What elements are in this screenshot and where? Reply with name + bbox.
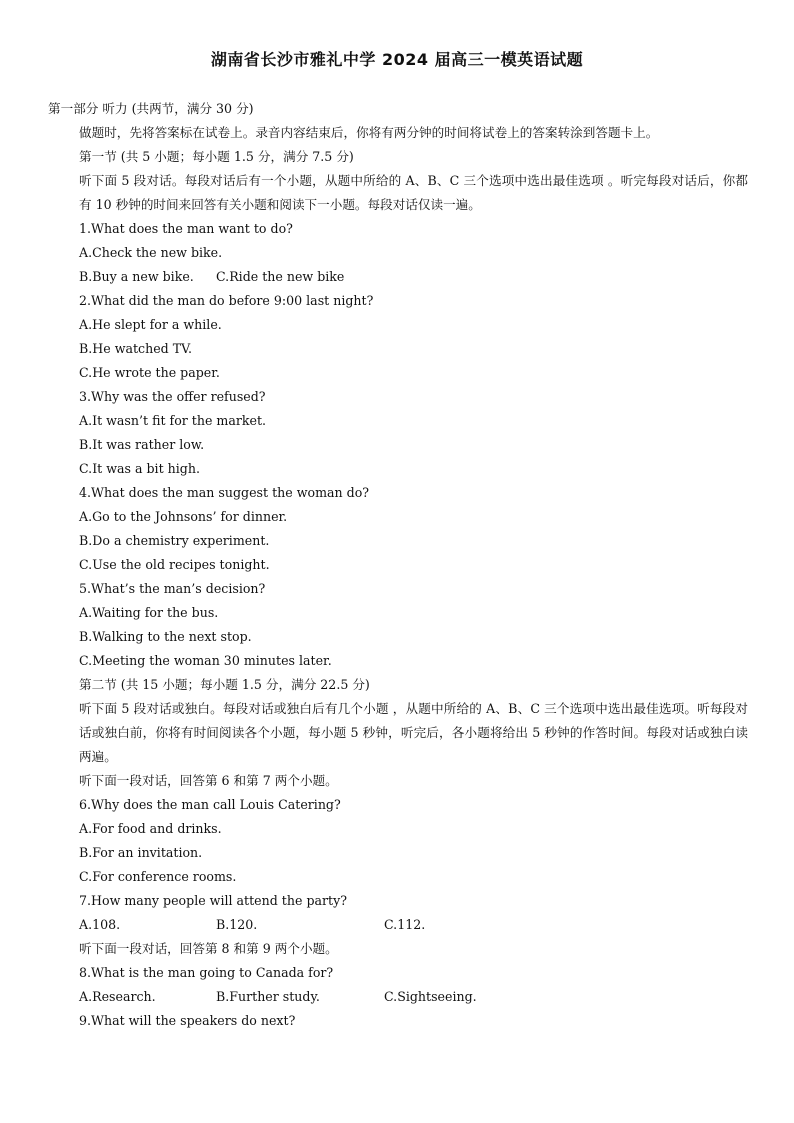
question-4-option-b: B.Do a chemistry experiment. (79, 533, 270, 548)
question-5-stem: 5.What’s the man’s decision? (79, 581, 266, 596)
question-3-option-a: A.It wasn’t fit for the market. (79, 413, 267, 428)
question-7-options (48, 913, 748, 937)
question-1-stem: 1.What does the man want to do? (79, 221, 293, 236)
question-1-option-c: C.Ride the new bike (216, 269, 345, 284)
question-4-option-c: C.Use the old recipes tonight. (79, 557, 270, 572)
question-2-stem: 2.What did the man do before 9:00 last night? (79, 293, 374, 308)
question-1-options-bc (48, 265, 748, 289)
question-4-stem: 4.What does the man suggest the woman do? (79, 485, 370, 500)
section1-heading: 第一节 (共 5 小题；每小题 1.5 分，满分 7.5 分) (79, 149, 354, 164)
question-1-option-a: A.Check the new bike. (79, 245, 223, 260)
question-8-options (48, 985, 748, 1009)
question-6-option-a: A.For food and drinks. (79, 821, 222, 836)
question-6-option-b: B.For an invitation. (79, 845, 203, 860)
section2-heading: 第二节 (共 15 小题；每小题 1.5 分，满分 22.5 分) (79, 677, 370, 692)
question-6-option-c: C.For conference rooms. (79, 869, 237, 884)
section2-instruction: 听下面 5 段对话或独白。每段对话或独白后有几个小题 ，从题中所给的 A、B、C 三个选项中选出最佳选项。听每段对话或独白前，你将有时间阅读各个小题，每小题 5 秒钟，听完后，各小题将给出 5 秒钟的作答时间。每段对话或独白读两遍。 (79, 701, 748, 764)
question-2-option-c: C.He wrote the paper. (79, 365, 220, 380)
question-3-option-b: B.It was rather low. (79, 437, 205, 452)
question-5-option-b: B.Walking to the next stop. (79, 629, 252, 644)
exam-body (48, 97, 748, 1033)
question-9-stem: 9.What will the speakers do next? (79, 1013, 296, 1028)
question-8-option-b: B.Further study. (216, 989, 320, 1004)
part1-instruction: 做题时，先将答案标在试卷上。录音内容结束后，你将有两分钟的时间将试卷上的答案转涂到答题卡上。 (79, 125, 659, 140)
exam-title: 湖南省长沙市雅礼中学 2024 届高三一模英语试题 (210, 50, 584, 69)
question-5-option-a: A.Waiting for the bus. (79, 605, 219, 620)
question-4-option-a: A.Go to the Johnsons’ for dinner. (79, 509, 288, 524)
section2-group2-intro: 听下面一段对话，回答第 8 和第 9 两个小题。 (79, 941, 338, 956)
question-7-stem: 7.How many people will attend the party? (79, 893, 347, 908)
part1-heading: 第一部分 听力 (共两节，满分 30 分) (48, 101, 254, 116)
question-2-option-a: A.He slept for a while. (79, 317, 222, 332)
question-7-option-c: C.112. (384, 917, 426, 932)
question-7-option-a: A.108. (79, 917, 121, 932)
question-1-option-b: B.Buy a new bike. (79, 269, 194, 284)
question-2-option-b: B.He watched TV. (79, 341, 193, 356)
question-8-stem: 8.What is the man going to Canada for? (79, 965, 334, 980)
question-5-option-c: C.Meeting the woman 30 minutes later. (79, 653, 332, 668)
question-3-stem: 3.Why was the offer refused? (79, 389, 266, 404)
question-8-option-a: A.Research. (79, 989, 156, 1004)
section2-group1-intro: 听下面一段对话，回答第 6 和第 7 两个小题。 (79, 773, 338, 788)
question-7-option-b: B.120. (216, 917, 258, 932)
question-6-stem: 6.Why does the man call Louis Catering? (79, 797, 341, 812)
question-8-option-c: C.Sightseeing. (384, 989, 477, 1004)
section1-instruction: 听下面 5 段对话。每段对话后有一个小题，从题中所给的 A、B、C 三个选项中选出最佳选项 。听完每段对话后，你都有 10 秒钟的时间来回答有关小题和阅读下一小题。每段对话仅读一遍。 (79, 173, 748, 212)
question-3-option-c: C.It was a bit high. (79, 461, 200, 476)
